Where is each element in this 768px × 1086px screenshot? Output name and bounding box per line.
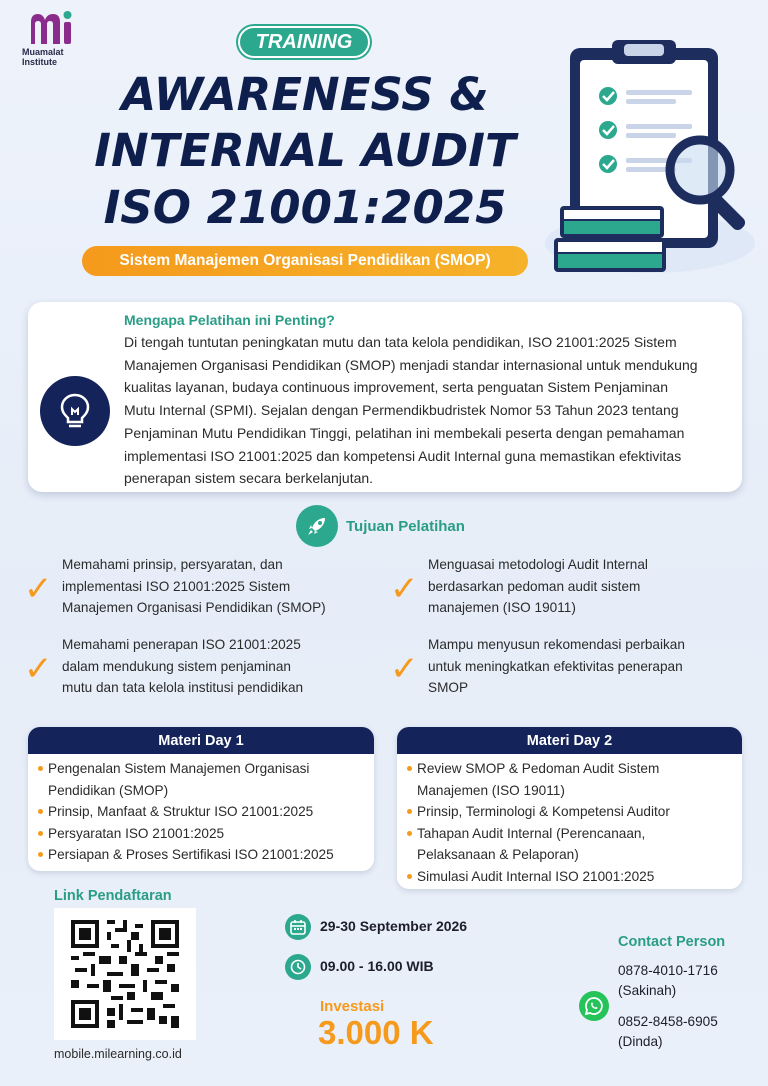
check-icon: ✓ — [24, 650, 53, 688]
subtitle-pill: Sistem Manajemen Organisasi Pendidikan (SMOP) — [82, 246, 528, 276]
goal-line: implementasi ISO 21001:2025 Sistem — [62, 578, 291, 594]
registration-url[interactable]: mobile.milearning.co.id — [54, 1047, 182, 1061]
logo-text-line1: Muamalat — [22, 47, 64, 57]
list-item-line: Prinsip, Terminologi & Kompetensi Auditor — [417, 804, 670, 820]
list-item-line: Pendidikan (SMOP) — [48, 782, 169, 798]
list-item — [417, 866, 732, 888]
day1-list — [28, 754, 374, 866]
contact-phone-1[interactable]: 0878-4010-1716 — [618, 963, 718, 978]
list-item-line: Pengenalan Sistem Manajemen Organisasi — [48, 761, 310, 776]
logo-mark-icon — [28, 10, 74, 46]
contact-title: Contact Person — [618, 934, 726, 950]
list-item-line: Review SMOP & Pedoman Audit Sistem — [417, 761, 660, 776]
list-item-line: Manajemen (ISO 19011) — [417, 782, 565, 798]
clock-icon — [285, 954, 311, 980]
contact-name-2: (Dinda) — [618, 1034, 663, 1049]
contact-phone-2[interactable]: 0852-8458-6905 — [618, 1014, 718, 1029]
title-line-2: INTERNAL AUDIT — [94, 124, 516, 177]
goal-line: SMOP — [428, 680, 469, 695]
goal-line: Mampu menyusun rekomendasi perbaikan — [428, 637, 685, 652]
list-item — [417, 823, 732, 866]
list-item — [48, 823, 364, 845]
title-line-3: ISO 21001:2025 — [103, 181, 507, 234]
list-item — [48, 801, 364, 823]
goal-item — [428, 554, 748, 619]
day1-card — [28, 727, 374, 871]
goal-line: Menguasai metodologi Audit Internal — [428, 557, 648, 572]
goal-line: mutu dan tata kelola institusi pendidikan — [62, 680, 304, 695]
list-item — [417, 801, 732, 823]
list-item-line: Tahapan Audit Internal (Perencanaan, — [417, 825, 646, 841]
day2-title: Materi Day 2 — [397, 727, 742, 754]
check-icon: ✓ — [390, 650, 419, 688]
training-badge: TRAINING — [238, 26, 370, 58]
registration-qr-code[interactable] — [54, 908, 196, 1040]
event-time: 09.00 - 16.00 WIB — [320, 958, 434, 974]
lightbulb-icon — [40, 376, 110, 446]
list-item — [48, 758, 364, 801]
goal-item — [62, 554, 382, 619]
list-item-line: Pelaksanaan & Pelaporan) — [417, 847, 579, 863]
list-item — [48, 844, 364, 866]
muamalat-logo — [22, 10, 82, 72]
goal-line: Memahami prinsip, persyaratan, dan — [62, 557, 283, 572]
why-line: Penjaminan Mutu Pendidikan Tinggi, pelatihan ini membekali peserta dengan pemahaman — [124, 424, 685, 441]
why-line: Manajemen Organisasi Pendidikan (SMOP) menjadi standar internasional untuk mendukung — [124, 356, 698, 373]
list-item — [417, 758, 732, 801]
goal-item — [62, 634, 382, 699]
list-item-line: Prinsip, Manfaat & Struktur ISO 21001:2025 — [48, 804, 314, 820]
calendar-icon — [285, 914, 311, 940]
day1-title: Materi Day 1 — [28, 727, 374, 754]
contact-person-1 — [618, 961, 718, 1001]
day2-list — [397, 754, 742, 888]
list-item-line: Persyaratan ISO 21001:2025 — [48, 825, 225, 841]
contact-person-2 — [618, 1012, 718, 1052]
registration-title: Link Pendaftaran — [54, 888, 172, 904]
goals-title: Tujuan Pelatihan — [346, 518, 465, 535]
why-line: kualitas layanan, budaya continuous improvement, serta penguatan Sistem Penjaminan — [124, 379, 668, 396]
whatsapp-icon — [579, 991, 609, 1021]
list-item-line: Simulasi Audit Internal ISO 21001:2025 — [417, 868, 655, 884]
why-line: penerapan sistem secara berkelanjutan. — [124, 470, 374, 487]
why-paragraph — [124, 331, 734, 490]
why-title: Mengapa Pelatihan ini Penting? — [124, 312, 335, 328]
goal-line: manajemen (ISO 19011) — [428, 600, 576, 615]
investment-label: Investasi — [320, 998, 385, 1015]
goal-line: dalam mendukung sistem penjaminan — [62, 658, 291, 674]
rocket-icon — [296, 505, 338, 547]
why-line: implementasi ISO 21001:2025 dan kompetensi Audit Internal guna memastikan efektivitas — [124, 447, 682, 464]
check-icon: ✓ — [24, 570, 53, 608]
list-item-line: Persiapan & Proses Sertifikasi ISO 21001:2025 — [48, 847, 334, 863]
why-line: Di tengah tuntutan peningkatan mutu dan tata kelola pendidikan, ISO 21001:2025 Sistem — [124, 334, 677, 350]
why-line: Mutu Internal (SPMI). Sejalan dengan Permendikbudristek Nomor 53 Tahun 2023 tentang — [124, 402, 679, 419]
clipboard-illustration — [540, 38, 765, 288]
contact-name-1: (Sakinah) — [618, 983, 677, 998]
event-date: 29-30 September 2026 — [320, 918, 468, 934]
logo-text-line2: Institute — [22, 57, 57, 67]
goal-item — [428, 634, 748, 699]
investment-value: 3.000 K — [318, 1014, 434, 1051]
qr-code-icon — [71, 920, 179, 1028]
goal-line: Memahami penerapan ISO 21001:2025 — [62, 637, 301, 652]
goal-line: Manajemen Organisasi Pendidikan (SMOP) — [62, 600, 326, 615]
goal-line: untuk meningkatkan efektivitas penerapan — [428, 658, 683, 674]
check-icon: ✓ — [390, 570, 419, 608]
title-line-1: AWARENESS & — [121, 68, 489, 121]
goal-line: berdasarkan pedoman audit sistem — [428, 578, 641, 594]
day2-card — [397, 727, 742, 889]
